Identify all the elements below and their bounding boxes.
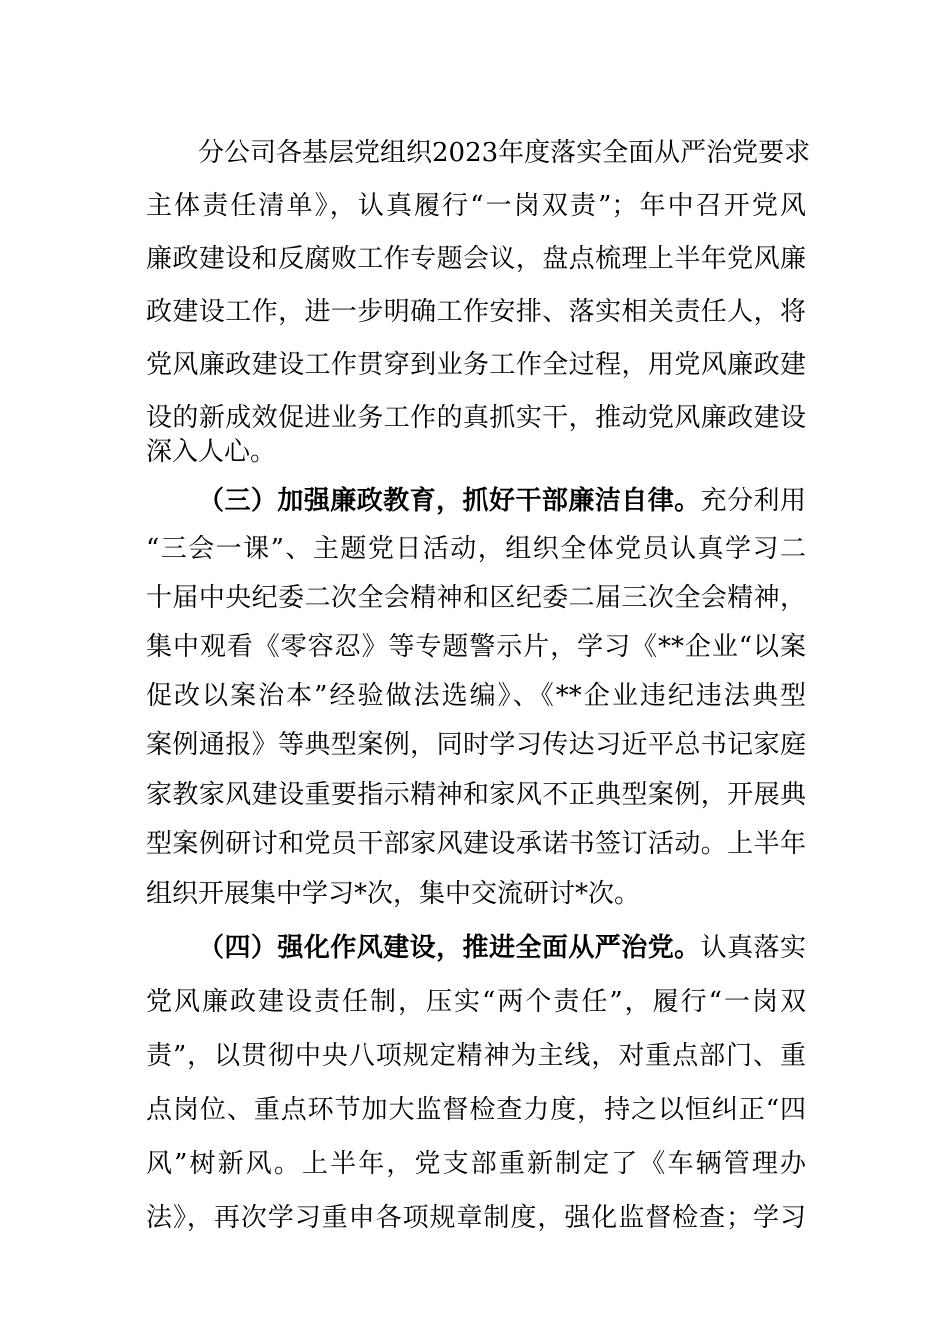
paragraph-1-line-7: 深入人心。 [146, 437, 277, 467]
paragraph-2-line-5: 促改以案治本”经验做法选编》、《**企业违纪违法典型 [146, 681, 806, 711]
paragraph-3-line-1-rest: 认真落实 [700, 933, 806, 963]
paragraph-3-line-3: 责”，以贯彻中央八项规定精神为主线，对重点部门、重 [146, 1041, 806, 1071]
paragraph-1-line-4: 政建设工作，进一步明确工作安排、落实相关责任人，将 [146, 297, 806, 327]
paragraph-3-line-2: 党风廉政建设责任制，压实“两个责任”，履行“一岗双 [146, 987, 806, 1017]
paragraph-3-line-5: 风”树新风。上半年，党支部重新制定了《车辆管理办 [146, 1149, 806, 1179]
paragraph-1-line-3: 廉政建设和反腐败工作专题会议，盘点梳理上半年党风廉 [146, 244, 806, 274]
paragraph-2-line-7: 家教家风建设重要指示精神和家风不正典型案例，开展典 [146, 780, 806, 810]
paragraph-2-line-1 [198, 475, 806, 527]
paragraph-1-line-6: 设的新成效促进业务工作的真抓实干，推动党风廉政建设 [146, 403, 806, 433]
paragraph-3-line-1 [198, 922, 806, 974]
paragraph-2-line-3: 十届中央纪委二次全会精神和区纪委二届三次全会精神， [146, 583, 806, 613]
paragraph-2-line-2: “三会一课”、主题党日活动，组织全体党员认真学习二 [146, 534, 806, 564]
paragraph-2-line-6: 案例通报》等典型案例，同时学习传达习近平总书记家庭 [146, 730, 806, 760]
section-heading-4: （四）强化作风建设，推进全面从严治党。 [198, 933, 701, 963]
paragraph-2-line-1-rest: 充分利用 [700, 486, 806, 516]
paragraph-2-line-4: 集中观看《零容忍》等专题警示片，学习《**企业“以案 [146, 632, 806, 662]
paragraph-1-line-1: 分公司各基层党组织2023年度落实全面从严治党要求 [198, 138, 811, 168]
paragraph-2-line-8: 型案例研讨和党员干部家风建设承诺书签订活动。上半年 [146, 829, 806, 859]
paragraph-3-line-4: 点岗位、重点环节加大监督检查力度，持之以恒纠正“四 [146, 1095, 806, 1125]
paragraph-2-line-9: 组织开展集中学习*次，集中交流研讨*次。 [146, 879, 641, 909]
paragraph-1-line-5: 党风廉政建设工作贯穿到业务工作全过程，用党风廉政建 [146, 350, 806, 380]
section-heading-3: （三）加强廉政教育，抓好干部廉洁自律。 [198, 486, 701, 516]
paragraph-3-line-6: 法》，再次学习重申各项规章制度，强化监督检查；学习 [146, 1203, 806, 1233]
paragraph-1-line-2: 主体责任清单》，认真履行“一岗双责”；年中召开党风 [146, 191, 806, 221]
